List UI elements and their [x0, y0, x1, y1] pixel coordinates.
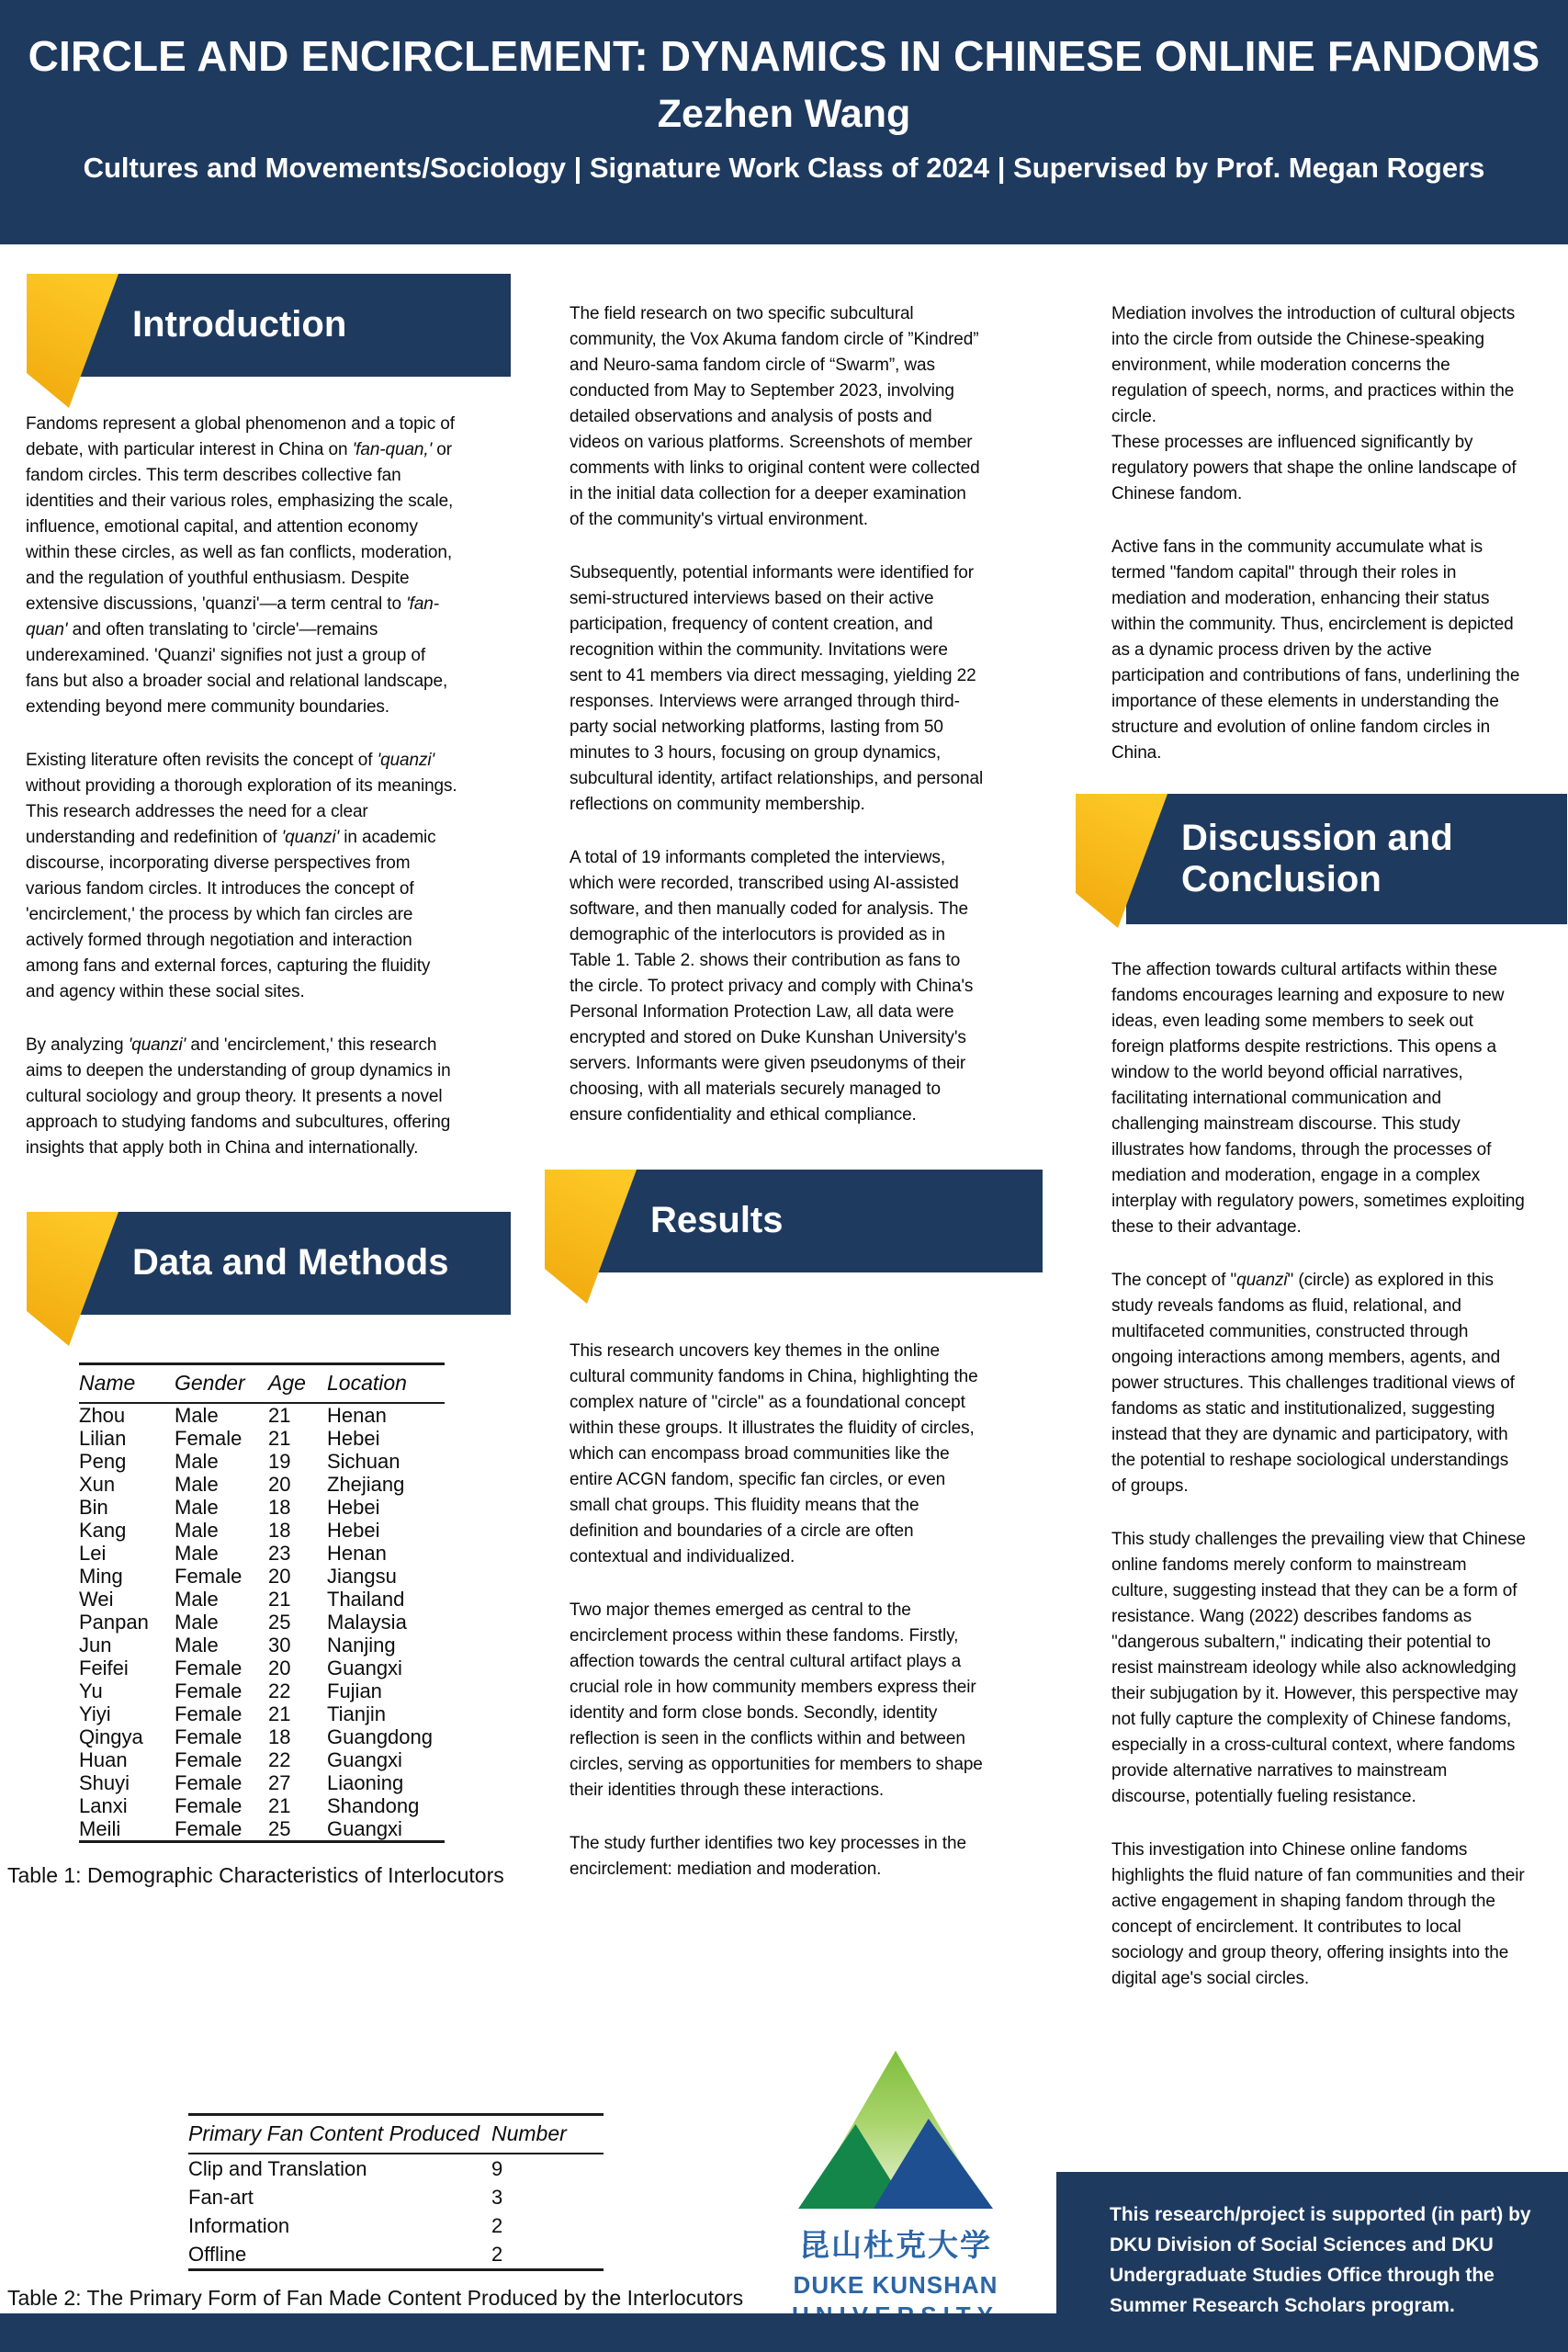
table-cell: Kang	[79, 1519, 127, 1542]
table-cell: Meili	[79, 1817, 175, 1842]
table-cell: Male	[175, 1519, 219, 1542]
fan-content-table	[188, 2113, 604, 2271]
table-cell: 21	[268, 1427, 291, 1450]
table-cell: 2	[491, 2240, 604, 2270]
poster-subtitle: Cultures and Movements/Sociology | Signature Work Class of 2024 | Supervised by Prof. Megan Rogers	[83, 152, 1485, 184]
table-row	[79, 1519, 445, 1542]
table-cell: Female	[175, 1702, 243, 1725]
table-row	[79, 1473, 445, 1496]
section-header-data-methods	[77, 1212, 511, 1315]
table-cell: Male	[175, 1634, 219, 1657]
table-cell: Female	[175, 1771, 243, 1794]
table-cell: Malaysia	[327, 1611, 407, 1634]
acknowledgment-box: This research/project is supported (in part) by DKU Division of Social Sciences and DKU Undergraduate Studies Office through the Summer Research Scholars program.	[1056, 2172, 1568, 2352]
table-header-cell: Age	[268, 1364, 327, 1404]
mediation-paragraph: Active fans in the community accumulate what is termed "fandom capital" through their roles in mediation and moderation, enhancing their status within the community. Thus, encirclement is depicted as a dynamic process driven by the active participation and contributions of fans, underlining the importance of these elements in understanding the structure and evolution of online fandom circles in China.	[1111, 537, 1520, 763]
table-header-cell: Location	[327, 1364, 445, 1404]
table-header-row	[188, 2115, 604, 2154]
table-row	[79, 1611, 445, 1634]
table-cell: Female	[175, 1817, 268, 1842]
table-row	[79, 1542, 445, 1565]
table-row	[188, 2183, 604, 2211]
table-cell: Male	[175, 1496, 219, 1519]
table-cell: Female	[175, 1794, 243, 1817]
table-cell: 20	[268, 1657, 291, 1679]
section-title: Discussion and Conclusion	[1181, 818, 1453, 900]
table-cell: Guangxi	[327, 1657, 402, 1679]
table-cell: 18	[268, 1725, 291, 1748]
intro-paragraph: Existing literature often revisits the concept of 'quanzi' without providing a thorough exploration of its meanings. This research addresses the need for a clear understanding and redefinition of 'quanzi' in academic discourse, incorporating diverse perspectives from various fandom circles. It introduces the concept of 'encirclement,' the process by which fan circles are actively formed through negotiation and interaction among fans and external forces, capturing the fluidity and agency within these social sites.	[26, 751, 457, 1001]
intro-paragraph: By analyzing 'quanzi' and 'encirclement,' this research aims to deepen the understanding of group dynamics in cultural sociology and group theory. It presents a novel approach to studying fandoms and subcultures, offering insights that apply both in China and internationally.	[26, 1035, 451, 1158]
methods-paragraph: Subsequently, potential informants were identified for semi-structured interviews based on their active participation, frequency of content creation, and recognition within the community. Invitations were sent to 41 members via direct messaging, yielding 22 responses. Interviews were arranged through third-party social networking platforms, lasting from 50 minutes to 3 hours, focusing on group dynamics, subcultural identity, artifact relationships, and personal reflections on community membership.	[570, 563, 984, 814]
section-header-results	[595, 1170, 1043, 1272]
section-ribbon-icon	[27, 274, 118, 408]
table1-body	[79, 1403, 445, 1842]
table-cell: Yu	[79, 1679, 103, 1702]
table-cell: Offline	[188, 2240, 491, 2270]
table-cell: 21	[268, 1588, 291, 1611]
discussion-paragraph: The affection towards cultural artifacts within these fandoms encourages learning and exposure to new ideas, even leading some members to seek out foreign platforms despite restrictions. This opens a window to the world beyond official narratives, facilitating international communication and challenging mainstream discourse. This study illustrates how fandoms, through the processes of mediation and moderation, engage in a complex interplay with regulatory powers, sometimes exploiting these to their advantage.	[1111, 960, 1525, 1238]
content-columns	[7, 244, 1553, 2019]
dku-logo-english-name-line1: DUKE KUNSHAN	[793, 2271, 998, 2299]
table-header-row	[79, 1364, 445, 1404]
discussion-paragraph: The concept of "quanzi" (circle) as explored in this study reveals fandoms as fluid, relational, and multifaceted communities, constructed through ongoing interactions among members, agents, and power structures. This challenges traditional views of fandoms as static and institutionalized, suggesting instead that they are dynamic and participatory, with the potential to reshape sociological understandings of groups.	[1111, 1271, 1515, 1497]
poster-author: Zezhen Wang	[657, 92, 911, 136]
section-header-discussion-conclusion	[1126, 794, 1567, 924]
table-cell: Bin	[79, 1496, 108, 1519]
section-header-introduction	[77, 274, 511, 377]
table-row	[79, 1725, 445, 1748]
table-cell: Male	[175, 1404, 219, 1427]
discussion-paragraph: This investigation into Chinese online fandoms highlights the fluid nature of fan communities and their active engagement in shaping fandom through the concept of encirclement. It contributes to local sociology and group theory, offering insights into the digital age's social circles.	[1111, 1840, 1525, 1989]
table-cell: Lanxi	[79, 1794, 128, 1817]
table-cell: 25	[268, 1817, 327, 1842]
table-cell: Clip and Translation	[188, 2157, 367, 2180]
section-ribbon-icon	[27, 1212, 118, 1346]
section-ribbon-icon	[1076, 794, 1168, 928]
table-cell: Zhou	[79, 1404, 126, 1427]
table-cell: Hebei	[327, 1496, 380, 1519]
table-cell: 18	[268, 1519, 291, 1542]
table-cell: Hebei	[327, 1427, 380, 1450]
table-cell: Wei	[79, 1588, 114, 1611]
table-cell: Lei	[79, 1542, 107, 1565]
table-cell: Female	[175, 1427, 243, 1450]
table-row	[79, 1794, 445, 1817]
table-cell: Female	[175, 1679, 243, 1702]
table-cell: Jiangsu	[327, 1565, 397, 1588]
table-cell: Ming	[79, 1565, 123, 1588]
table-cell: Male	[175, 1473, 219, 1496]
table-cell: 22	[268, 1679, 291, 1702]
table-cell: 27	[268, 1771, 291, 1794]
table-row	[188, 2240, 604, 2270]
table-cell: 23	[268, 1542, 291, 1565]
table-row	[79, 1702, 445, 1725]
table-cell: Liaoning	[327, 1771, 404, 1794]
table-cell: Zhejiang	[327, 1473, 405, 1496]
table-cell: Guangxi	[327, 1817, 445, 1842]
table-cell: Feifei	[79, 1657, 129, 1679]
table2-body	[188, 2154, 604, 2270]
table-row	[188, 2211, 604, 2240]
table-cell: Nanjing	[327, 1634, 396, 1657]
table-cell: Guangdong	[327, 1725, 433, 1748]
table-cell: Tianjin	[327, 1702, 386, 1725]
table2-caption: Table 2: The Primary Form of Fan Made Content Produced by the Interlocutors	[7, 2286, 744, 2310]
table-cell: Panpan	[79, 1611, 149, 1634]
table-cell: Shandong	[327, 1794, 420, 1817]
table-row	[79, 1588, 445, 1611]
header-band	[0, 0, 1568, 244]
table-head	[188, 2115, 604, 2154]
table-cell: 25	[268, 1611, 291, 1634]
table-cell: 19	[268, 1450, 291, 1473]
table-row	[79, 1450, 445, 1473]
table-cell: Henan	[327, 1542, 387, 1565]
table-cell: Peng	[79, 1450, 127, 1473]
section-title: Introduction	[132, 304, 347, 345]
table-cell: Hebei	[327, 1519, 380, 1542]
intro-paragraph: Fandoms represent a global phenomenon and a topic of debate, with particular interest in China on 'fan-quan,' or fandom circles. This term describes collective fan identities and their various roles, emphasizing the scale, influence, emotional capital, and attention economy within these circles, as well as fan conflicts, moderation, and the regulation of youthful enthusiasm. Despite extensive discussions, 'quanzi'—a term central to 'fan-quan' and often translating to 'circle'—remains underexamined. 'Quanzi' signifies not just a group of fans but also a broader social and relational landscape, extending beyond mere community boundaries.	[26, 414, 455, 717]
table-header-cell: Name	[79, 1364, 175, 1404]
table-row	[188, 2154, 604, 2183]
table-cell: Female	[175, 1657, 243, 1679]
table-row	[79, 1427, 445, 1450]
section-title: Data and Methods	[132, 1242, 449, 1283]
mediation-paragraph: Mediation involves the introduction of cultural objects into the circle from outside the Chinese-speaking environment, while moderation concerns the regulation of speech, norms, and practices within the circle. These processes are influenced significantly by regulatory powers that shape the online landscape of Chinese fandom.	[1111, 304, 1517, 503]
table-cell: 21	[268, 1794, 291, 1817]
table-header-cell: Number	[491, 2115, 604, 2154]
dku-mountain-icon	[798, 2051, 993, 2209]
methods-paragraph: The field research on two specific subcultural community, the Vox Akuma fandom circle of ”Kindred” and Neuro-sama fandom circle of “Swarm”, was conducted from May to September 2023, involving detailed observations and analysis of posts and videos on various platforms. Screenshots of member comments with links to original content were collected in the initial data collection for a deeper examination of the community's virtual environment.	[570, 304, 980, 529]
table-row	[79, 1679, 445, 1702]
table-row	[79, 1748, 445, 1771]
table-cell: Guangxi	[327, 1748, 402, 1771]
table-row	[79, 1565, 445, 1588]
table-cell: Lilian	[79, 1427, 127, 1450]
table-cell: 18	[268, 1496, 291, 1519]
table-header-cell: Gender	[175, 1364, 268, 1404]
dku-logo-chinese-name: 昆山杜克大学	[799, 2228, 992, 2262]
table-cell: 3	[491, 2186, 503, 2209]
table-cell: Qingya	[79, 1725, 143, 1748]
table-cell: Xun	[79, 1473, 116, 1496]
column-discussion	[1089, 244, 1553, 2019]
results-paragraph: This research uncovers key themes in the online cultural community fandoms in China, highlighting the complex nature of "circle" as a foundational concept within these groups. It illustrates the fluidity of circles, which can encompass broad communities like the entire ACGN fandom, specific fan circles, or even small chat groups. This fluidity means that the definition and boundaries of a circle are often contextual and individualized.	[570, 1341, 978, 1566]
results-paragraph: Two major themes emerged as central to the encirclement process within these fandoms. Firstly, affection towards the central cultural artifact plays a crucial role in how community members express their identity and form close bonds. Secondly, identity reflection is seen in the conflicts within and between circles, serving as opportunities for members to shape their identities through these interactions.	[570, 1600, 983, 1800]
table-cell: Shuyi	[79, 1771, 130, 1794]
table-row	[79, 1403, 445, 1427]
demographics-table	[79, 1363, 445, 1843]
table-cell: Female	[175, 1748, 243, 1771]
table-cell: 2	[491, 2214, 503, 2237]
discussion-paragraph: This study challenges the prevailing view that Chinese online fandoms merely conform to mainstream culture, suggesting instead that they can be a form of resistance. Wang (2022) describes fandoms as "dangerous subaltern," indicating their potential to resist mainstream ideology while also acknowledging their subjugation by it. However, this perspective may not fully capture the complexity of Chinese fandoms, especially in a cross-cultural context, where fandoms provide alternative narratives to mainstream discourse, potentially fueling resistance.	[1111, 1530, 1526, 1807]
table-cell: Female	[175, 1565, 243, 1588]
table-row	[79, 1496, 445, 1519]
results-paragraph: The study further identifies two key processes in the encirclement: mediation and moderation.	[570, 1834, 966, 1879]
table-cell: 21	[268, 1702, 291, 1725]
table-cell: Yiyi	[79, 1702, 111, 1725]
table-cell: 21	[268, 1404, 291, 1427]
table-cell: 20	[268, 1565, 291, 1588]
table-cell: 9	[491, 2157, 503, 2180]
table-cell: 22	[268, 1748, 291, 1771]
table-cell: Sichuan	[327, 1450, 400, 1473]
table-cell: Male	[175, 1611, 219, 1634]
table-cell: Information	[188, 2214, 290, 2237]
table-row	[79, 1657, 445, 1679]
table1-caption: Table 1: Demographic Characteristics of Interlocutors	[7, 1863, 504, 1887]
dku-logo	[788, 2051, 1003, 2330]
table-cell: Henan	[327, 1404, 387, 1427]
table-cell: Fan-art	[188, 2186, 254, 2209]
methods-paragraph: A total of 19 informants completed the interviews, which were recorded, transcribed using AI-assisted software, and then manually coded for analysis. The demographic of the interlocutors is provided as in Table 1. Table 2. shows their contribution as fans to the circle. To protect privacy and comply with China's Personal Information Protection Law, all data were encrypted and stored on Duke Kunshan University's servers. Informants were given pseudonyms of their choosing, with all materials securely managed to ensure confidentiality and ethical compliance.	[570, 848, 974, 1125]
poster-title: CIRCLE AND ENCIRCLEMENT: DYNAMICS IN CHINESE ONLINE FANDOMS	[28, 32, 1540, 80]
fan-content-table-wrapper	[188, 2113, 604, 2271]
table-cell: 30	[268, 1634, 291, 1657]
table-cell: Male	[175, 1450, 219, 1473]
section-title: Results	[650, 1200, 784, 1241]
table-row	[79, 1771, 445, 1794]
table-row	[79, 1817, 445, 1842]
section-ribbon-icon	[545, 1170, 637, 1304]
table-header-cell: Primary Fan Content Produced	[188, 2115, 491, 2154]
column-methods-results	[547, 244, 1043, 2019]
table-cell: Huan	[79, 1748, 128, 1771]
table-cell: 20	[268, 1473, 291, 1496]
table-cell: Female	[175, 1725, 243, 1748]
column-introduction	[7, 244, 511, 2019]
table-head	[79, 1364, 445, 1404]
table-cell: Fujian	[327, 1679, 382, 1702]
table-cell: Jun	[79, 1634, 112, 1657]
table-cell: Male	[175, 1588, 219, 1611]
table-row	[79, 1634, 445, 1657]
table-cell: Thailand	[327, 1588, 405, 1611]
table-cell: Male	[175, 1542, 219, 1565]
